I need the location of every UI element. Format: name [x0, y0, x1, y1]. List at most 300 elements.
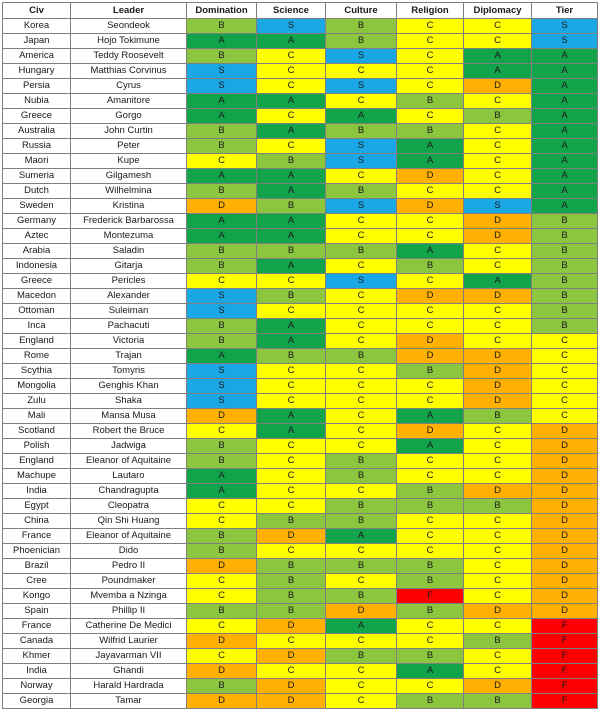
civ-cell: Arabia	[3, 244, 71, 259]
culture-grade: S	[326, 49, 397, 64]
civ-cell: France	[3, 529, 71, 544]
tier-grade: B	[532, 259, 598, 274]
leader-cell: Saladin	[71, 244, 187, 259]
science-grade: A	[257, 334, 326, 349]
civ-cell: Brazil	[3, 559, 71, 574]
culture-grade: C	[326, 634, 397, 649]
civ-cell: Phoenician	[3, 544, 71, 559]
tier-grade: A	[532, 79, 598, 94]
diplomacy-grade: C	[464, 589, 532, 604]
civ-cell: Rome	[3, 349, 71, 364]
religion-grade: B	[397, 559, 464, 574]
table-row	[3, 664, 598, 679]
table-row	[3, 454, 598, 469]
religion-grade: C	[397, 229, 464, 244]
science-grade: C	[257, 394, 326, 409]
civ-cell: Korea	[3, 19, 71, 34]
civ-cell: Russia	[3, 139, 71, 154]
leader-cell: Mvemba a Nzinga	[71, 589, 187, 604]
culture-grade: S	[326, 79, 397, 94]
diplomacy-grade: C	[464, 244, 532, 259]
table-row	[3, 424, 598, 439]
culture-grade: B	[326, 499, 397, 514]
table-row	[3, 109, 598, 124]
diplomacy-grade: C	[464, 34, 532, 49]
tier-grade: A	[532, 199, 598, 214]
tier-grade: D	[532, 499, 598, 514]
table-row	[3, 79, 598, 94]
culture-grade: C	[326, 229, 397, 244]
culture-grade: S	[326, 199, 397, 214]
table-row	[3, 529, 598, 544]
table-row	[3, 514, 598, 529]
domination-grade: C	[187, 619, 257, 634]
leader-cell: Tomyris	[71, 364, 187, 379]
tier-grade: A	[532, 184, 598, 199]
diplomacy-grade: D	[464, 79, 532, 94]
domination-grade: B	[187, 49, 257, 64]
science-grade: B	[257, 589, 326, 604]
leader-cell: Gitarja	[71, 259, 187, 274]
diplomacy-grade: C	[464, 424, 532, 439]
domination-grade: D	[187, 664, 257, 679]
leader-cell: Jadwiga	[71, 439, 187, 454]
domination-grade: B	[187, 454, 257, 469]
culture-grade: A	[326, 529, 397, 544]
tier-grade: D	[532, 439, 598, 454]
civ-cell: Norway	[3, 679, 71, 694]
religion-grade: D	[397, 334, 464, 349]
tier-grade: A	[532, 169, 598, 184]
religion-grade: C	[397, 109, 464, 124]
religion-grade: A	[397, 154, 464, 169]
table-row	[3, 154, 598, 169]
diplomacy-grade: D	[464, 604, 532, 619]
culture-grade: C	[326, 169, 397, 184]
religion-grade: B	[397, 694, 464, 709]
domination-grade: C	[187, 589, 257, 604]
domination-grade: A	[187, 469, 257, 484]
table-row	[3, 124, 598, 139]
diplomacy-grade: C	[464, 529, 532, 544]
table-row	[3, 619, 598, 634]
table-row	[3, 274, 598, 289]
tier-grade: D	[532, 559, 598, 574]
domination-grade: B	[187, 319, 257, 334]
tier-grade: D	[532, 544, 598, 559]
diplomacy-grade: C	[464, 664, 532, 679]
domination-grade: B	[187, 529, 257, 544]
science-grade: B	[257, 154, 326, 169]
leader-cell: Ghandi	[71, 664, 187, 679]
tier-grade: D	[532, 514, 598, 529]
tier-grade: F	[532, 619, 598, 634]
tier-grade: S	[532, 34, 598, 49]
culture-grade: B	[326, 514, 397, 529]
culture-grade: B	[326, 34, 397, 49]
religion-grade: D	[397, 169, 464, 184]
table-row	[3, 694, 598, 709]
tier-grade: B	[532, 289, 598, 304]
tier-grade: D	[532, 574, 598, 589]
table-row	[3, 484, 598, 499]
diplomacy-grade: C	[464, 259, 532, 274]
table-row	[3, 574, 598, 589]
table-row	[3, 439, 598, 454]
diplomacy-grade: C	[464, 169, 532, 184]
civ-cell: America	[3, 49, 71, 64]
domination-grade: C	[187, 514, 257, 529]
culture-grade: S	[326, 139, 397, 154]
leader-cell: Teddy Roosevelt	[71, 49, 187, 64]
science-grade: D	[257, 529, 326, 544]
table-row	[3, 304, 598, 319]
science-grade: A	[257, 319, 326, 334]
domination-grade: B	[187, 334, 257, 349]
tier-grade: D	[532, 424, 598, 439]
diplomacy-grade: A	[464, 49, 532, 64]
diplomacy-grade: C	[464, 649, 532, 664]
domination-grade: S	[187, 304, 257, 319]
religion-grade: F	[397, 589, 464, 604]
leader-cell: Pachacuti	[71, 319, 187, 334]
culture-grade: B	[326, 124, 397, 139]
leader-cell: Gorgo	[71, 109, 187, 124]
leader-cell: Pericles	[71, 274, 187, 289]
tier-grade: A	[532, 94, 598, 109]
table-row	[3, 49, 598, 64]
science-grade: A	[257, 214, 326, 229]
table-row	[3, 19, 598, 34]
domination-grade: A	[187, 94, 257, 109]
tier-grade: A	[532, 109, 598, 124]
civ-cell: Scotland	[3, 424, 71, 439]
civ-cell: Macedon	[3, 289, 71, 304]
table-row	[3, 559, 598, 574]
religion-grade: C	[397, 544, 464, 559]
tier-grade: F	[532, 634, 598, 649]
science-grade: B	[257, 514, 326, 529]
diplomacy-grade: C	[464, 559, 532, 574]
diplomacy-grade: B	[464, 499, 532, 514]
culture-grade: C	[326, 214, 397, 229]
civ-cell: Mongolia	[3, 379, 71, 394]
civ-cell: Zulu	[3, 394, 71, 409]
civ-cell: England	[3, 454, 71, 469]
diplomacy-grade: C	[464, 19, 532, 34]
science-grade: B	[257, 574, 326, 589]
civ-cell: Scythia	[3, 364, 71, 379]
header-religion: Religion	[397, 3, 464, 19]
domination-grade: B	[187, 439, 257, 454]
tier-grade: A	[532, 139, 598, 154]
leader-cell: Alexander	[71, 289, 187, 304]
culture-grade: B	[326, 469, 397, 484]
science-grade: S	[257, 19, 326, 34]
domination-grade: S	[187, 394, 257, 409]
leader-cell: Shaka	[71, 394, 187, 409]
domination-grade: D	[187, 694, 257, 709]
leader-cell: Gilgamesh	[71, 169, 187, 184]
culture-grade: C	[326, 64, 397, 79]
header-domination: Domination	[187, 3, 257, 19]
religion-grade: A	[397, 244, 464, 259]
culture-grade: C	[326, 664, 397, 679]
civ-cell: India	[3, 484, 71, 499]
domination-grade: D	[187, 409, 257, 424]
table-row	[3, 34, 598, 49]
religion-grade: C	[397, 274, 464, 289]
religion-grade: C	[397, 79, 464, 94]
diplomacy-grade: A	[464, 274, 532, 289]
tier-grade: A	[532, 124, 598, 139]
science-grade: C	[257, 484, 326, 499]
civ-cell: Japan	[3, 34, 71, 49]
table-body	[3, 19, 598, 709]
domination-grade: S	[187, 379, 257, 394]
culture-grade: B	[326, 19, 397, 34]
diplomacy-grade: C	[464, 154, 532, 169]
science-grade: D	[257, 649, 326, 664]
leader-cell: Jayavarman VII	[71, 649, 187, 664]
civ-cell: Persia	[3, 79, 71, 94]
diplomacy-grade: S	[464, 199, 532, 214]
diplomacy-grade: C	[464, 334, 532, 349]
science-grade: A	[257, 259, 326, 274]
religion-grade: A	[397, 139, 464, 154]
domination-grade: C	[187, 649, 257, 664]
domination-grade: B	[187, 139, 257, 154]
science-grade: C	[257, 64, 326, 79]
religion-grade: C	[397, 64, 464, 79]
domination-grade: D	[187, 634, 257, 649]
table-row	[3, 469, 598, 484]
culture-grade: C	[326, 289, 397, 304]
header-row	[3, 3, 598, 19]
civ-cell: Machupe	[3, 469, 71, 484]
religion-grade: B	[397, 364, 464, 379]
leader-cell: Amanitore	[71, 94, 187, 109]
diplomacy-grade: C	[464, 514, 532, 529]
science-grade: D	[257, 694, 326, 709]
diplomacy-grade: B	[464, 694, 532, 709]
culture-grade: C	[326, 379, 397, 394]
leader-cell: Wilhelmina	[71, 184, 187, 199]
civ-cell: Sumeria	[3, 169, 71, 184]
tier-grade: D	[532, 454, 598, 469]
table-row	[3, 649, 598, 664]
civ-cell: Aztec	[3, 229, 71, 244]
leader-cell: Hojo Tokimune	[71, 34, 187, 49]
science-grade: A	[257, 424, 326, 439]
leader-cell: Chandragupta	[71, 484, 187, 499]
table-row	[3, 139, 598, 154]
leader-cell: Frederick Barbarossa	[71, 214, 187, 229]
culture-grade: C	[326, 424, 397, 439]
tier-grade: C	[532, 364, 598, 379]
domination-grade: A	[187, 349, 257, 364]
science-grade: A	[257, 94, 326, 109]
tier-grade: C	[532, 334, 598, 349]
tier-grade: B	[532, 244, 598, 259]
science-grade: C	[257, 109, 326, 124]
civ-tier-table	[2, 2, 598, 709]
religion-grade: C	[397, 34, 464, 49]
religion-grade: C	[397, 454, 464, 469]
diplomacy-grade: D	[464, 349, 532, 364]
civ-cell: Hungary	[3, 64, 71, 79]
table-row	[3, 319, 598, 334]
religion-grade: D	[397, 289, 464, 304]
diplomacy-grade: D	[464, 394, 532, 409]
culture-grade: B	[326, 349, 397, 364]
culture-grade: C	[326, 394, 397, 409]
table-row	[3, 244, 598, 259]
religion-grade: D	[397, 349, 464, 364]
tier-grade: C	[532, 394, 598, 409]
religion-grade: B	[397, 259, 464, 274]
science-grade: A	[257, 409, 326, 424]
civ-cell: Spain	[3, 604, 71, 619]
diplomacy-grade: D	[464, 679, 532, 694]
science-grade: C	[257, 634, 326, 649]
culture-grade: C	[326, 334, 397, 349]
science-grade: B	[257, 349, 326, 364]
culture-grade: B	[326, 589, 397, 604]
tier-grade: C	[532, 349, 598, 364]
religion-grade: B	[397, 649, 464, 664]
leader-cell: Tamar	[71, 694, 187, 709]
religion-grade: C	[397, 679, 464, 694]
table-row	[3, 349, 598, 364]
leader-cell: Phillip II	[71, 604, 187, 619]
leader-cell: Eleanor of Aquitaine	[71, 454, 187, 469]
religion-grade: C	[397, 49, 464, 64]
religion-grade: C	[397, 214, 464, 229]
civ-cell: Mali	[3, 409, 71, 424]
science-grade: B	[257, 244, 326, 259]
culture-grade: B	[326, 184, 397, 199]
diplomacy-grade: D	[464, 214, 532, 229]
culture-grade: C	[326, 694, 397, 709]
leader-cell: Harald Hardrada	[71, 679, 187, 694]
leader-cell: Cyrus	[71, 79, 187, 94]
culture-grade: A	[326, 619, 397, 634]
diplomacy-grade: C	[464, 454, 532, 469]
tier-grade: D	[532, 484, 598, 499]
header-civ: Civ	[3, 3, 71, 19]
science-grade: D	[257, 679, 326, 694]
science-grade: C	[257, 364, 326, 379]
religion-grade: C	[397, 394, 464, 409]
civ-cell: Sweden	[3, 199, 71, 214]
tier-grade: D	[532, 589, 598, 604]
diplomacy-grade: C	[464, 574, 532, 589]
domination-grade: A	[187, 214, 257, 229]
tier-grade: D	[532, 604, 598, 619]
domination-grade: B	[187, 544, 257, 559]
diplomacy-grade: C	[464, 139, 532, 154]
tier-grade: F	[532, 679, 598, 694]
civ-cell: Khmer	[3, 649, 71, 664]
religion-grade: B	[397, 124, 464, 139]
religion-grade: B	[397, 604, 464, 619]
diplomacy-grade: B	[464, 634, 532, 649]
header-culture: Culture	[326, 3, 397, 19]
culture-grade: C	[326, 484, 397, 499]
culture-grade: C	[326, 259, 397, 274]
culture-grade: B	[326, 244, 397, 259]
table-row	[3, 289, 598, 304]
tier-grade: F	[532, 694, 598, 709]
civ-cell: Greece	[3, 274, 71, 289]
tier-grade: F	[532, 649, 598, 664]
table-row	[3, 379, 598, 394]
diplomacy-grade: B	[464, 409, 532, 424]
leader-cell: Catherine De Medici	[71, 619, 187, 634]
domination-grade: C	[187, 154, 257, 169]
table-row	[3, 409, 598, 424]
science-grade: B	[257, 289, 326, 304]
religion-grade: B	[397, 499, 464, 514]
domination-grade: C	[187, 499, 257, 514]
table-row	[3, 94, 598, 109]
science-grade: C	[257, 454, 326, 469]
domination-grade: B	[187, 604, 257, 619]
science-grade: C	[257, 304, 326, 319]
diplomacy-grade: D	[464, 364, 532, 379]
table-row	[3, 679, 598, 694]
leader-cell: Seondeok	[71, 19, 187, 34]
domination-grade: A	[187, 484, 257, 499]
science-grade: C	[257, 439, 326, 454]
table-row	[3, 169, 598, 184]
leader-cell: Peter	[71, 139, 187, 154]
science-grade: A	[257, 124, 326, 139]
science-grade: A	[257, 34, 326, 49]
diplomacy-grade: C	[464, 304, 532, 319]
diplomacy-grade: C	[464, 94, 532, 109]
domination-grade: B	[187, 244, 257, 259]
domination-grade: B	[187, 679, 257, 694]
leader-cell: Cleopatra	[71, 499, 187, 514]
table-row	[3, 214, 598, 229]
religion-grade: B	[397, 484, 464, 499]
science-grade: C	[257, 544, 326, 559]
tier-grade: B	[532, 274, 598, 289]
leader-cell: Victoria	[71, 334, 187, 349]
culture-grade: B	[326, 649, 397, 664]
domination-grade: A	[187, 34, 257, 49]
leader-cell: Poundmaker	[71, 574, 187, 589]
diplomacy-grade: D	[464, 229, 532, 244]
science-grade: C	[257, 499, 326, 514]
tier-grade: D	[532, 529, 598, 544]
leader-cell: Wilfrid Laurier	[71, 634, 187, 649]
civ-cell: Greece	[3, 109, 71, 124]
civ-cell: Georgia	[3, 694, 71, 709]
religion-grade: C	[397, 514, 464, 529]
leader-cell: Trajan	[71, 349, 187, 364]
civ-cell: France	[3, 619, 71, 634]
domination-grade: B	[187, 124, 257, 139]
religion-grade: C	[397, 184, 464, 199]
tier-grade: A	[532, 154, 598, 169]
domination-grade: B	[187, 19, 257, 34]
civ-cell: Inca	[3, 319, 71, 334]
science-grade: D	[257, 619, 326, 634]
diplomacy-grade: A	[464, 64, 532, 79]
